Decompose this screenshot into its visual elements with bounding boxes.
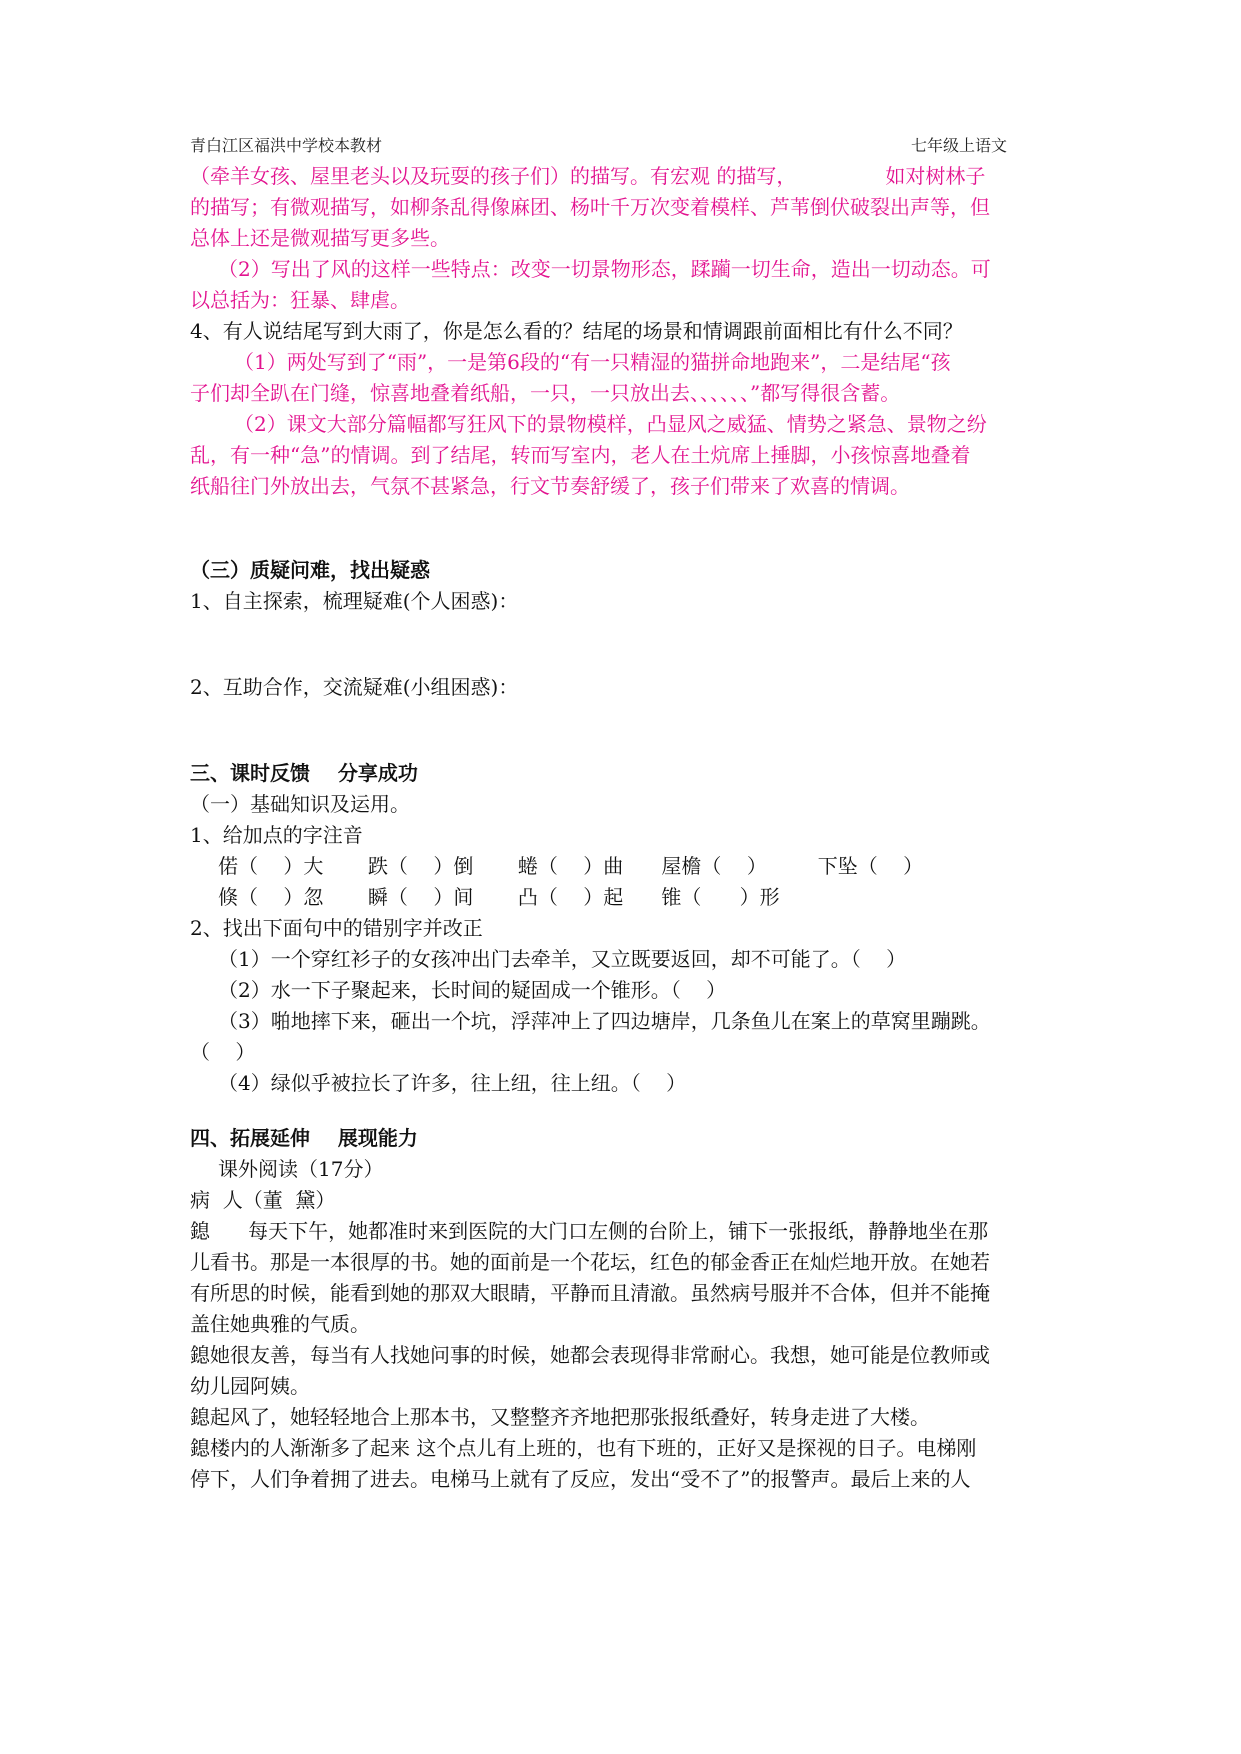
q4-answer-2-line-3: 纸船往门外放出去，气氛不甚紧急，行文节奏舒缓了，孩子们带来了欢喜的情调。 [190,474,910,498]
exercise-2-label: 2、找出下面句中的错别字并改正 [190,916,483,940]
header-grade: 七年级上语文 [911,136,1008,155]
q4-answer-1-line-2: 子们却全趴在门缝，惊喜地叠着纸船，一只，一只放出去、、、、、、”都写得很含蓄。 [190,381,901,405]
section-4-title: 四、拓展延伸 展现能力 [190,1126,418,1150]
story-p2-line-2: 幼儿园阿姨。 [190,1374,310,1398]
pinyin-row-1: 偌（ ）大 跌（ ）倒 蜷（ ）曲 屋檐（ ） 下坠（ ） [218,854,924,878]
story-p4-line-2: 停下，人们争着拥了进去。电梯马上就有了反应，发出“受不了”的报警声。最后上来的人 [190,1467,971,1491]
section-3-subtitle: （一）基础知识及运用。 [190,792,410,816]
sentence-3-answer-blank: （ ） [190,1040,256,1064]
story-p3: 鎴起风了，她轻轻地合上那本书，又整整齐齐地把那张报纸叠好，转身走进了大楼。 [190,1405,930,1429]
questions-item-2: 2、互助合作，交流疑难(小组困惑)： [190,675,519,699]
story-p1-line-2: 儿看书。那是一本很厚的书。她的面前是一个花坛，红色的郁金香正在灿烂地开放。在她若 [190,1250,990,1274]
q4-answer-2-line-2: 乱，有一种“急”的情调。到了结尾，转而写室内，老人在土炕席上捶脚，小孩惊喜地叠着 [190,443,971,467]
story-p2-line-1: 鎴她很友善，每当有人找她问事的时候，她都会表现得非常耐心。我想，她可能是位教师或 [190,1343,990,1367]
header-school: 青白江区福洪中学校本教材 [190,136,383,155]
sentence-4: （4）绿似乎被拉长了许多，往上纽，往上纽。（ ） [218,1071,687,1095]
question-4: 4、有人说结尾写到大雨了，你是怎么看的？结尾的场景和情调跟前面相比有什么不同？ [190,319,963,343]
q4-answer-2-line-1: （2）课文大部分篇幅都写狂风下的景物模样，凸显风之威猛、情势之紧急、景物之纷 [234,412,987,436]
sentence-2: （2）水一下子聚起来，长时间的疑固成一个锥形。（ ） [218,978,727,1002]
pinyin-row-2: 倏（ ）忽 瞬（ ）间 凸（ ）起 锥（ ）形 [218,885,780,909]
section-questions-title: （三）质疑问难，找出疑惑 [190,558,430,582]
analysis-line-5: 以总括为：狂暴、肆虐。 [190,288,410,312]
questions-item-1: 1、自主探索，梳理疑难(个人困惑)： [190,589,519,613]
reading-label: 课外阅读（17分） [218,1157,384,1181]
analysis-line-4: （2）写出了风的这样一些特点：改变一切景物形态，蹂躏一切生命，造出一切动态。可 [218,257,991,281]
q4-answer-1-line-1: （1）两处写到了“雨”，一是第6段的“有一只精湿的猫拼命地跑来”，二是结尾“孩 [234,350,951,374]
analysis-line-3: 总体上还是微观描写更多些。 [190,226,450,250]
story-p1-line-1: 鎴 每天下午，她都准时来到医院的大门口左侧的台阶上，铺下一张报纸，静静地坐在那 [190,1219,989,1243]
exercise-1-label: 1、给加点的字注音 [190,823,363,847]
analysis-line-1: （牵羊女孩、屋里老头以及玩耍的孩子们）的描写。有宏观 的描写， 如对树林子 [190,164,986,188]
document-body [190,161,1060,1495]
sentence-3: （3）啪地摔下来，砸出一个坑，浮萍冲上了四边塘岸，几条鱼儿在案上的草窝里蹦跳。 [218,1009,991,1033]
analysis-line-2: 的描写；有微观描写，如柳条乱得像麻团、杨叶千万次变着模样、芦苇倒伏破裂出声等，但 [190,195,990,219]
story-p1-line-4: 盖住她典雅的气质。 [190,1312,370,1336]
story-title: 病 人（董 黛） [190,1188,336,1212]
section-3-title: 三、课时反馈 分享成功 [190,761,418,785]
sentence-1: （1）一个穿红衫子的女孩冲出门去牵羊，又立既要返回，却不可能了。（ ） [218,947,907,971]
story-p1-line-3: 有所思的时候，能看到她的那双大眼睛，平静而且清澈。虽然病号服并不合体，但并不能掩 [190,1281,990,1305]
story-p4-line-1: 鎴楼内的人渐渐多了起来 这个点儿有上班的，也有下班的，正好又是探视的日子。电梯刚 [190,1436,977,1460]
